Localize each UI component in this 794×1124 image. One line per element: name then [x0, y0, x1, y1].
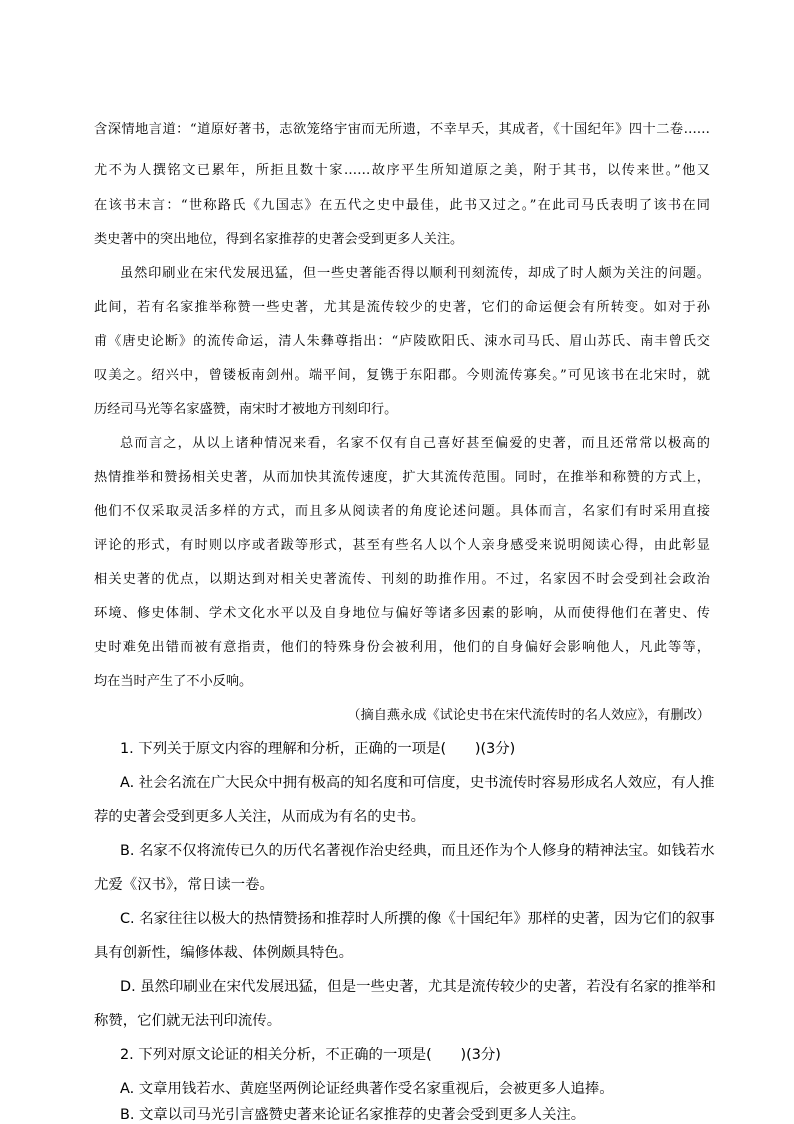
option-c-cont: 具有创新性，编修体裁、体例颇具特色。 [94, 945, 354, 961]
option-b: B. 文章以司马光引言盛赞史著来论证名家推荐的史著会受到更多人关注。 [120, 1107, 586, 1123]
passage-line: 总而言之，从以上诸种情况来看，名家不仅有自己喜好甚至偏爱的史著，而且还常常以极高的 [120, 436, 710, 451]
passage-line: 相关史著的优点，以期达到对相关史著流传、刊刻的助推作用。不过，名家因不时会受到社会政治 [94, 572, 710, 587]
option-a-cont: 荐的史著会受到更多人关注，从而成为有名的史书。 [94, 809, 425, 825]
option-b-cont: 尤爱《汉书》，常日读一卷。 [94, 877, 274, 893]
passage-line: 类史著中的突出地位，得到名家推荐的史著会受到更多人关注。 [94, 232, 464, 247]
passage-line: 均在当时产生了不小反响。 [94, 674, 253, 689]
passage-line: 他们不仅采取灵活多样的方式，而且多从阅读者的角度论述问题。具体而言，名家们有时采用直接 [94, 504, 710, 519]
passage-line: 尤不为人撰铭文已累年，所拒且数十家……故序平生所知道原之美，附于其书，以传来世。”他又 [94, 163, 710, 178]
option-d-cont: 称赞，它们就无法刊印流传。 [94, 1013, 282, 1029]
question-stem: 1. 下列关于原文内容的理解和分析，正确的一项是( )(3分) [120, 741, 516, 757]
passage-line: 甫《唐史论断》的流传命运，清人朱彝尊指出：“庐陵欧阳氏、涑水司马氏、眉山苏氏、南丰曾氏交 [94, 334, 710, 349]
option-a: A. 社会名流在广大民众中拥有极高的知名度和可信度，史书流传时容易形成名人效应，有人推 [120, 775, 715, 791]
passage-line: 热情推举和赞扬相关史著，从而加快其流传速度，扩大其流传范围。同时，在推举和称赞的方式上， [94, 470, 710, 485]
option-c: C. 名家往往以极大的热情赞扬和推荐时人所撰的像《十国纪年》那样的史著，因为它们的叙事 [120, 911, 715, 927]
passage-line: 叹美之。绍兴中，曾镂板南剑州。端平间，复镌于东阳郡。今则流传寡矣。”可见该书在北宋时，就 [94, 368, 710, 383]
question-stem: 2. 下列对原文论证的相关分析，不正确的一项是( )(3分) [120, 1047, 501, 1063]
passage-line: 虽然印刷业在宋代发展迅猛，但一些史著能否得以顺利刊刻流传，却成了时人颇为关注的问题。 [120, 266, 710, 281]
passage-line: 环境、修史体制、学术文化水平以及自身地位与偏好等诸多因素的影响，从而使得他们在著史、传 [94, 606, 710, 621]
passage-line: 此间，若有名家推举称赞一些史著，尤其是流传较少的史著，它们的命运便会有所转变。如对于孙 [94, 300, 710, 315]
passage-line: 史时难免出错而被有意指责，他们的特殊身份会被利用，他们的自身偏好会影响他人，凡此等等， [94, 640, 710, 655]
option-a: A. 文章用钱若水、黄庭坚两例论证经典著作受名家重视后，会被更多人追捧。 [120, 1081, 614, 1097]
passage-line: 含深情地言道：“道原好著书，志欲笼络宇宙而无所遗，不幸早夭，其成者，《十国纪年》四十二卷…… [94, 122, 710, 137]
passage-source: （摘自燕永成《试论史书在宋代流传时的名人效应》，有删改） [347, 708, 710, 723]
option-b: B. 名家不仅将流传已久的历代名著视作治史经典，而且还作为个人修身的精神法宝。如钱若水 [120, 843, 715, 859]
passage-line: 在该书末言：“世称路氏《九国志》在五代之史中最佳，此书又过之。”在此司马氏表明了该书在同 [94, 198, 710, 213]
passage-line: 评论的形式，有时则以序或者跋等形式，甚至有些名人以个人亲身感受来说明阅读心得，由此彰显 [94, 538, 710, 553]
passage-line: 历经司马光等名家盛赞，南宋时才被地方刊刻印行。 [94, 402, 398, 417]
option-d: D. 虽然印刷业在宋代发展迅猛，但是一些史著，尤其是流传较少的史著，若没有名家的推举和 [120, 979, 716, 995]
